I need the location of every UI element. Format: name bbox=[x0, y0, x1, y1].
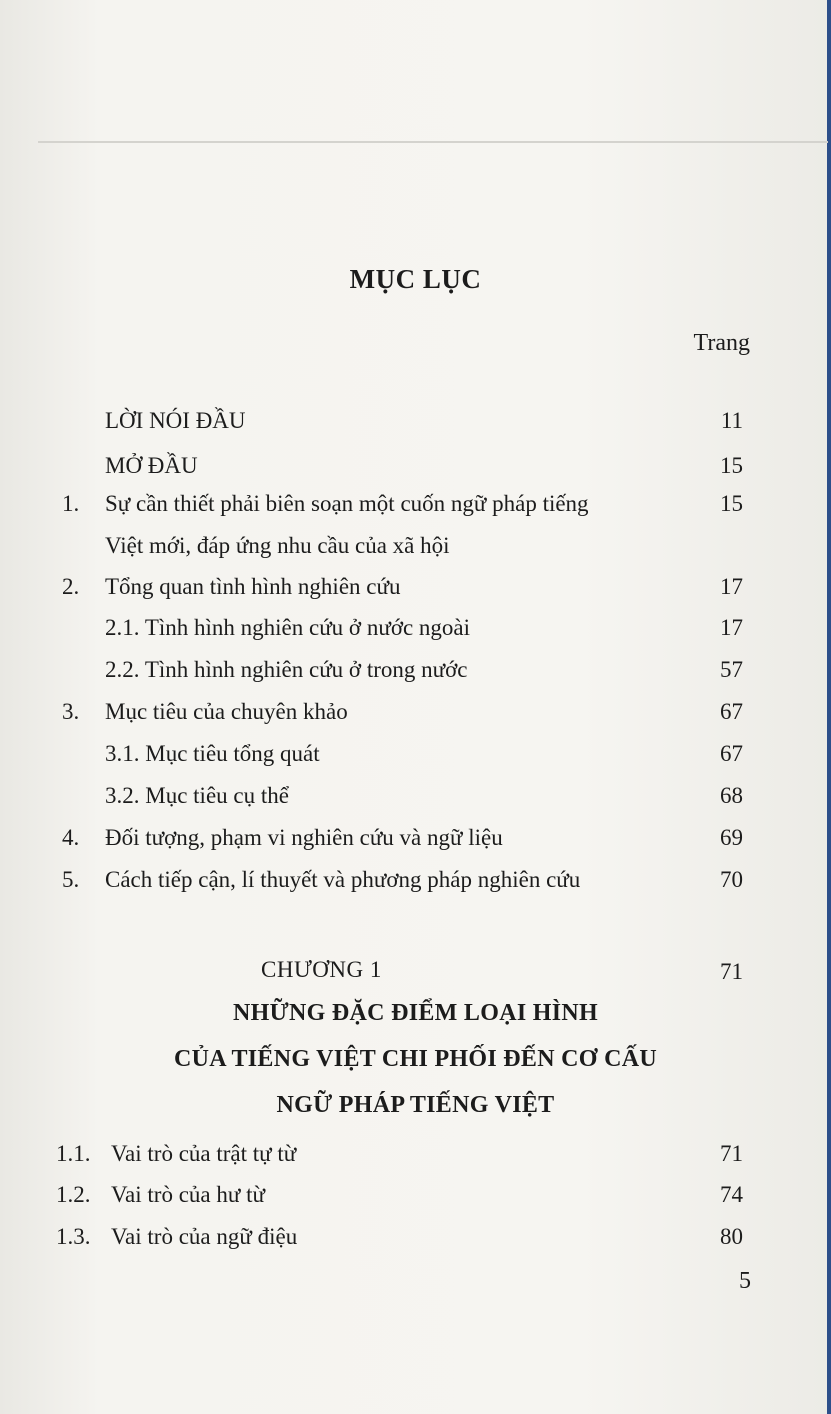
chapter-title-line: NHỮNG ĐẶC ĐIỂM LOẠI HÌNH bbox=[233, 1000, 598, 1026]
toc-entry-page: 15 bbox=[720, 491, 743, 516]
toc-entry-label: 3.2. Mục tiêu cụ thể bbox=[105, 783, 289, 808]
toc-entry-page: 70 bbox=[720, 867, 743, 892]
toc-entry-number: 1.1. bbox=[56, 1141, 91, 1166]
toc-entry-label: Vai trò của ngữ điệu bbox=[111, 1224, 298, 1249]
toc-entry-page: 17 bbox=[720, 615, 743, 640]
toc-entry-number: 1. bbox=[62, 491, 80, 516]
chapter-title-line: CỦA TIẾNG VIỆT CHI PHỐI ĐẾN CƠ CẤU bbox=[174, 1046, 657, 1072]
toc-entry-number: 4. bbox=[62, 825, 80, 850]
page-column-label: Trang bbox=[693, 330, 750, 356]
toc-entry-label: Sự cần thiết phải biên soạn một cuốn ngữ pháp tiếng bbox=[105, 491, 589, 516]
chapter-page: 71 bbox=[720, 959, 743, 984]
chapter-title-line: NGỮ PHÁP TIẾNG VIỆT bbox=[276, 1092, 555, 1118]
toc-entry-page: 67 bbox=[720, 741, 743, 766]
page-number: 5 bbox=[739, 1268, 751, 1294]
toc-entry-page: 11 bbox=[720, 408, 743, 433]
toc-entry-label: Mục tiêu của chuyên khảo bbox=[105, 699, 348, 724]
toc-entry-number: 2. bbox=[62, 574, 80, 599]
toc-entry-label: 2.2. Tình hình nghiên cứu ở trong nước bbox=[105, 657, 468, 682]
toc-entry-label: Vai trò của trật tự từ bbox=[111, 1141, 297, 1166]
toc-entry-page: 80 bbox=[720, 1224, 743, 1249]
toc-entry-label: 2.1. Tình hình nghiên cứu ở nước ngoài bbox=[105, 615, 471, 640]
toc-entry-page: 67 bbox=[720, 699, 743, 724]
toc-entry-number: 1.3. bbox=[56, 1224, 91, 1249]
toc-entry-label: Đối tượng, phạm vi nghiên cứu và ngữ liệu bbox=[105, 825, 503, 850]
toc-entry-number: 3. bbox=[62, 699, 80, 724]
toc-entry-page: 69 bbox=[720, 825, 743, 850]
toc-entry-label: Vai trò của hư từ bbox=[111, 1182, 265, 1207]
toc-entry-label: MỞ ĐẦU bbox=[105, 453, 198, 478]
header-rule bbox=[38, 141, 828, 143]
toc-entry-page: 71 bbox=[720, 1141, 743, 1166]
toc-entry-page: 15 bbox=[720, 453, 743, 478]
toc-entry-number: 1.2. bbox=[56, 1182, 91, 1207]
toc-title: MỤC LỤC bbox=[349, 264, 482, 294]
toc-entry-label: 3.1. Mục tiêu tổng quát bbox=[105, 741, 320, 766]
page-edge bbox=[827, 0, 831, 1414]
toc-entry-page: 68 bbox=[720, 783, 743, 808]
toc-entry-label: LỜI NÓI ĐẦU bbox=[105, 408, 246, 433]
toc-entry-page: 17 bbox=[720, 574, 743, 599]
toc-entry-page: 74 bbox=[720, 1182, 743, 1207]
toc-entry-page: 57 bbox=[720, 657, 743, 682]
chapter-label: CHƯƠNG 1 bbox=[261, 957, 382, 982]
toc-entry-label: Tổng quan tình hình nghiên cứu bbox=[105, 574, 401, 599]
toc-entry-label-line2: Việt mới, đáp ứng nhu cầu của xã hội bbox=[105, 533, 450, 558]
toc-entry-label: Cách tiếp cận, lí thuyết và phương pháp nghiên cứu bbox=[105, 867, 581, 892]
toc-entry-number: 5. bbox=[62, 867, 80, 892]
